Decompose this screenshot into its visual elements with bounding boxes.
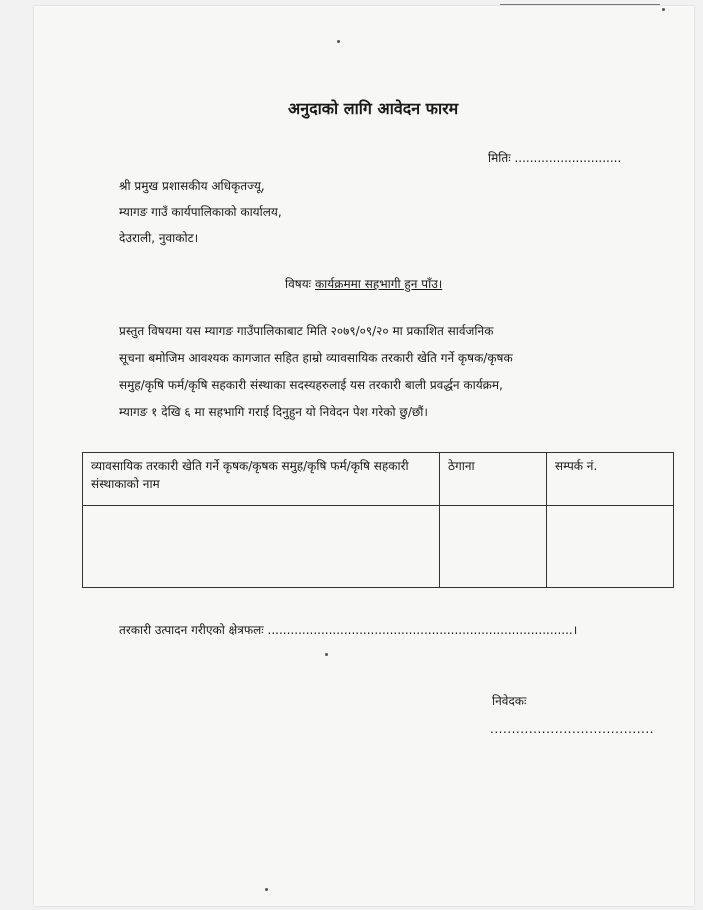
date-label: मितिः — [488, 151, 511, 165]
subject-line — [285, 275, 442, 292]
addressee-line-1: श्री प्रमुख प्रशासकीय अधिकृतज्यू, — [119, 179, 265, 193]
scan-speck — [325, 653, 328, 656]
top-edge-line — [500, 4, 660, 5]
scan-speck — [265, 888, 268, 891]
date-blank: ............................ — [514, 151, 622, 165]
applicant-label: निवेदकः — [492, 694, 527, 708]
area-label: तरकारी उत्पादन गरीएको क्षेत्रफलः — [119, 623, 264, 637]
signature-blank: ...................................... — [490, 722, 654, 736]
form-title: अनुदाको लागि आवेदन फारम — [288, 99, 459, 118]
table-row — [83, 505, 674, 588]
subject-text: कार्यक्रममा सहभागी हुन पाँउ। — [314, 277, 443, 291]
cell-name[interactable] — [83, 505, 440, 588]
area-blank: ................................................................................। — [267, 623, 578, 637]
cell-address[interactable] — [440, 505, 547, 588]
cell-contact[interactable] — [547, 505, 674, 588]
body-paragraph — [119, 318, 659, 426]
body-line-1: प्रस्तुत विषयमा यस म्यागङ गाउँपालिकाबाट मिति २०७९/०९/२० मा प्रकाशित सार्वजनिक — [119, 324, 494, 338]
header-name: व्यावसायिक तरकारी खेति गर्ने कृषक/कृषक समुह/कृषि फर्म/कृषि सहकारी संस्थाकाको नाम — [83, 453, 440, 506]
scan-speck — [337, 40, 340, 43]
date-field — [488, 149, 621, 166]
applicant-table — [82, 452, 674, 588]
header-address: ठेगाना — [440, 453, 547, 506]
header-contact: सम्पर्क नं. — [547, 453, 674, 506]
addressee-line-3: देउराली, नुवाकोट। — [119, 231, 199, 245]
scan-speck — [662, 8, 665, 11]
subject-label: विषयः — [285, 277, 312, 291]
table-header-row — [83, 453, 674, 506]
area-field — [119, 621, 577, 638]
body-line-3: समुह/कृषि फर्म/कृषि सहकारी संस्थाका सदस्यहरुलाई यस तरकारी बाली प्रवर्द्धन कार्यक्रम, — [119, 378, 503, 392]
body-line-4: म्यागङ १ देखि ६ मा सहभागि गराई दिनुहुन यो निवेदन पेश गरेको छु/छौं। — [119, 405, 428, 419]
body-line-2: सूचना बमोजिम आवश्यक कागजात सहित हाम्रो व्यावसायिक तरकारी खेति गर्ने कृषक/कृषक — [119, 351, 513, 365]
addressee-line-2: म्यागङ गाउँ कार्यपालिकाको कार्यालय, — [119, 205, 282, 219]
